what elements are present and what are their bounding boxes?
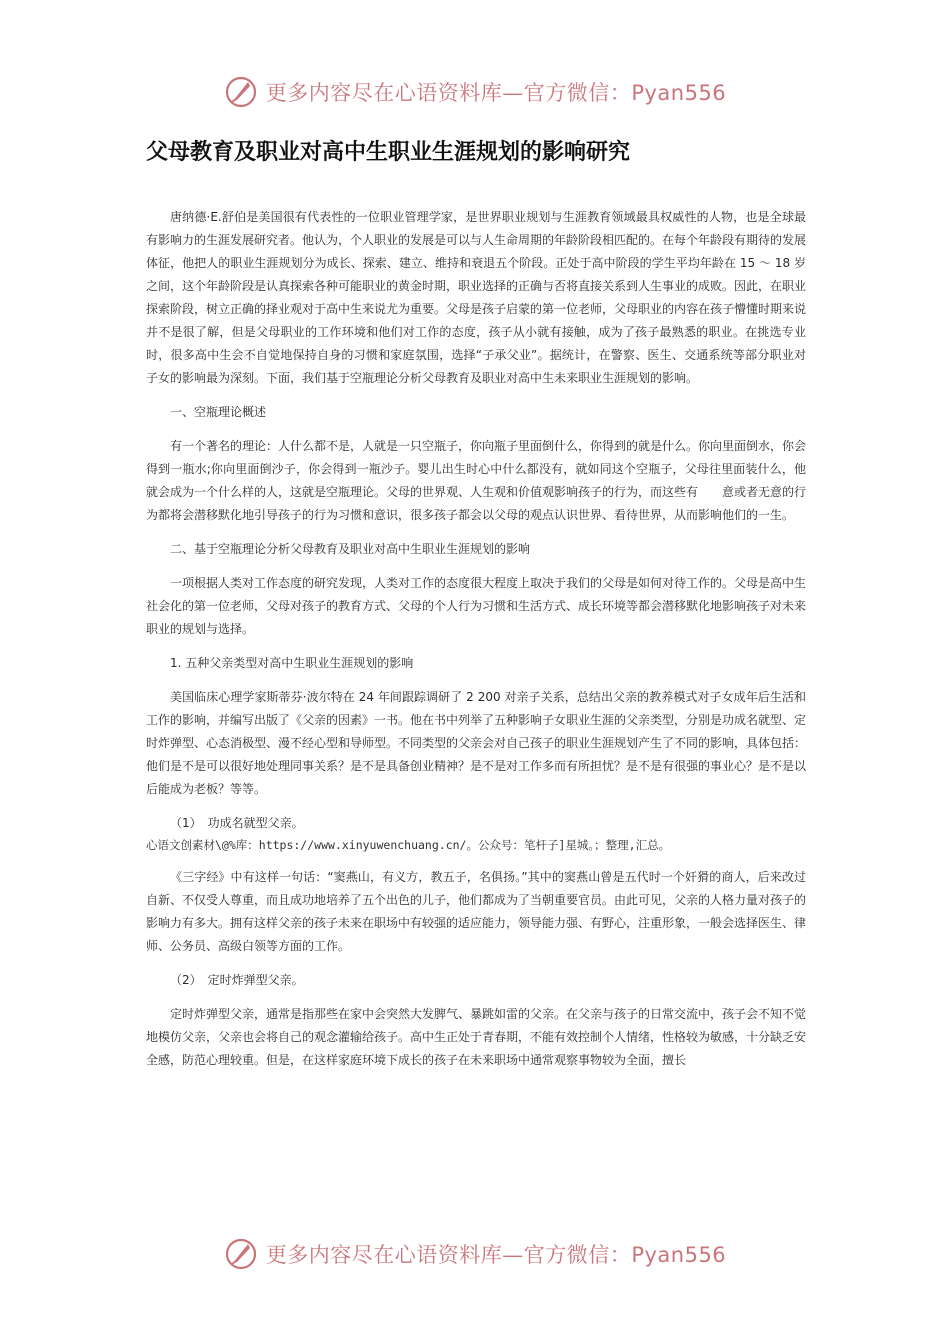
- quill-logo-icon: [224, 75, 258, 109]
- document-body: [146, 206, 806, 1083]
- document-title: 父母教育及职业对高中生职业生涯规划的影响研究: [146, 140, 631, 165]
- header-banner: [0, 70, 950, 114]
- section-1-paragraph: 有一个著名的理论：人什么都不是，人就是一只空瓶子，你向瓶子里面倒什么，你得到的就是什么。你向里面倒水，你会得到一瓶水;你向里面倒沙子，你会得到一瓶沙子。婴儿出生时心中什么都没有，就如同这个空瓶子，父母往里面装什么，他就会成为一个什么样的人，这就是空瓶理论。父母的世界观、人生观和价值观影响孩子的行为，而这些有 意或者无意的行为都将会潜移默化地引导孩子的行为习惯和意识，很多孩子都会以父母的观点认识世界、看待世界，从而影响他们的一生。: [146, 439, 807, 522]
- banner-wechat-id: Pyan556: [631, 81, 727, 105]
- banner-wechat-id: Pyan556: [631, 1243, 727, 1267]
- banner-text: [266, 1239, 726, 1269]
- section-2-heading: 二、基于空瓶理论分析父母教育及职业对高中生职业生涯规划的影响: [170, 542, 531, 556]
- father-type-1-paragraph: 《三字经》中有这样一句话：“窦燕山，有义方，教五子，名俱扬。”其中的窦燕山曾是五代时一个奸猾的商人，后来改过自新、不仅受人尊重，而且成功地培养了五个出色的儿子，他们都成为了当朝重要官员。由此可见，父亲的人格力量对孩子的影响力有多大。拥有这样父亲的孩子未来在职场中有较强的适应能力，领导能力强、有野心，注重形象，一般会选择医生、律师、公务员、高级白领等方面的工作。: [146, 870, 807, 953]
- section-1-heading: 一、空瓶理论概述: [170, 405, 267, 419]
- source-watermark-line: 心语文创素材\@%库：https://www.xinyuwenchuang.cn/。公众号：笔杆子]星城。；整理,汇总。: [146, 838, 671, 852]
- subsection-1-heading: 1. 五种父亲类型对高中生职业生涯规划的影响: [170, 656, 414, 670]
- father-type-1-heading: （1） 功成名就型父亲。: [170, 816, 304, 830]
- father-type-2-heading: （2） 定时炸弹型父亲。: [170, 973, 304, 987]
- banner-text: [266, 77, 726, 107]
- section-2-paragraph: 一项根据人类对工作态度的研究发现，人类对工作的态度很大程度上取决于我们的父母是如何对待工作的。父母是高中生社会化的第一位老师，父母对孩子的教育方式、父母的个人行为习惯和生活方式、成长环境等都会潜移默化地影响孩子对未来职业的规划与选择。: [146, 576, 807, 636]
- intro-paragraph: 唐纳德·E.舒伯是美国很有代表性的一位职业管理学家，是世界职业规划与生涯教育领域最具权威性的人物，也是全球最有影响力的生涯发展研究者。他认为，个人职业的发展是可以与人生命周期的年龄阶段相匹配的。在每个年龄段有期待的发展体征，他把人的职业生涯规划分为成长、探索、建立、维持和衰退五个阶段。正处于高中阶段的学生平均年龄在 15 ～ 18 岁之间，这个年龄阶段是认真探索各种可能职业的黄金时期，职业选择的正确与否将直接关系到人生事业的成败。因此，在职业探索阶段，树立正确的择业观对于高中生来说尤为重要。父母是孩子启蒙的第一位老师，父母职业的内容在孩子懵懂时期来说并不是很了解，但是父母职业的工作环境和他们对工作的态度，孩子从小就有接触，成为了孩子最熟悉的职业。在挑选专业时，很多高中生会不自觉地保持自身的习惯和家庭氛围，选择“子承父业”。据统计，在警察、医生、交通系统等部分职业对子女的影响最为深刻。下面，我们基于空瓶理论分析父母教育及职业对高中生未来职业生涯规划的影响。: [146, 210, 807, 385]
- quill-logo-icon: [224, 1237, 258, 1271]
- subsection-1-paragraph: 美国临床心理学家斯蒂芬·波尔特在 24 年间跟踪调研了 2 200 对亲子关系，总结出父亲的教养模式对子女成年后生活和工作的影响，并编写出版了《父亲的因素》一书。他在书中列举了五种影响子女职业生涯的父亲类型，分别是功成名就型、定时炸弹型、心态消极型、漫不经心型和导师型。不同类型的父亲会对自己孩子的职业生涯规划产生了不同的影响，具体包括：他们是不是可以很好地处理同事关系？是不是具备创业精神？是不是对工作多而有所担忧？是不是有很强的事业心？是不是以后能成为老板？等等。: [146, 690, 807, 796]
- father-type-2-paragraph: 定时炸弹型父亲，通常是指那些在家中会突然大发脾气、暴跳如雷的父亲。在父亲与孩子的日常交流中，孩子会不知不觉地模仿父亲，父亲也会将自己的观念灌输给孩子。高中生正处于青春期，不能有效控制个人情绪，性格较为敏感，十分缺乏安全感，防范心理较重。但是，在这样家庭环境下成长的孩子在未来职场中通常观察事物较为全面，擅长: [146, 1007, 807, 1067]
- banner-slogan: 更多内容尽在心语资料库—官方微信：: [265, 1243, 632, 1267]
- banner-slogan: 更多内容尽在心语资料库—官方微信：: [265, 81, 632, 105]
- footer-banner: [0, 1232, 950, 1276]
